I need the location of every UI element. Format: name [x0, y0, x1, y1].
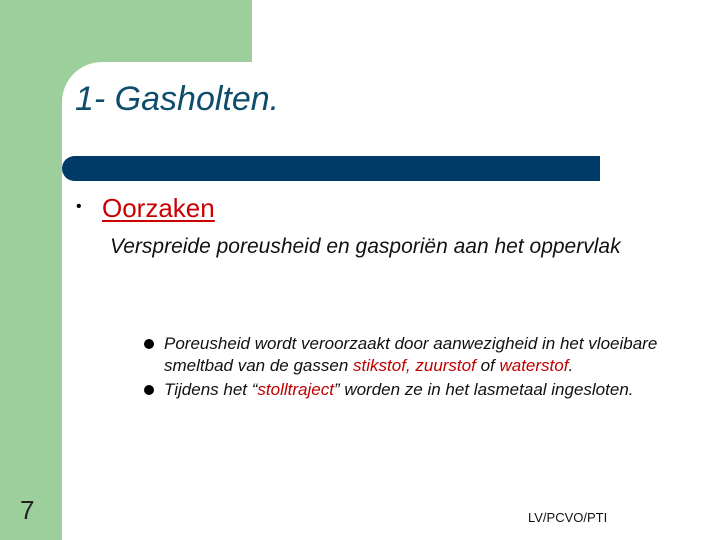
list-item [144, 379, 664, 401]
title-divider-bar [62, 156, 600, 181]
section-heading: Oorzaken [102, 193, 215, 223]
text-segment: ” worden ze in het lasmetaal ingesloten. [333, 380, 634, 399]
page-number: 7 [20, 495, 35, 525]
bullet-dot-icon [144, 385, 154, 395]
text-segment: Poreusheid wordt veroorzaakt door aanwezigheid in het vloeibare smeltbad van de gassen [164, 334, 658, 375]
list-item-text [164, 333, 664, 377]
text-segment: Tijdens het “ [164, 380, 258, 399]
highlight-segment: stikstof, zuurstof [353, 356, 476, 375]
highlight-segment: waterstof [499, 356, 569, 375]
text-segment: of [475, 356, 500, 375]
sub-bullet-list [144, 333, 664, 403]
list-item-text [164, 379, 664, 401]
highlight-segment: stolltraject [257, 380, 334, 399]
list-item [144, 333, 664, 377]
slide-title: 1- Gasholten. [75, 80, 280, 118]
footer-text: LV/PCVO/PTI [528, 510, 608, 525]
bullet-marker: • [76, 198, 82, 215]
bullet-dot-icon [144, 339, 154, 349]
intro-text: Verspreide poreusheid en gasporiën aan het oppervlak [110, 235, 621, 258]
green-left-strip [0, 0, 62, 540]
text-segment: . [568, 356, 574, 375]
content-panel [62, 62, 720, 540]
